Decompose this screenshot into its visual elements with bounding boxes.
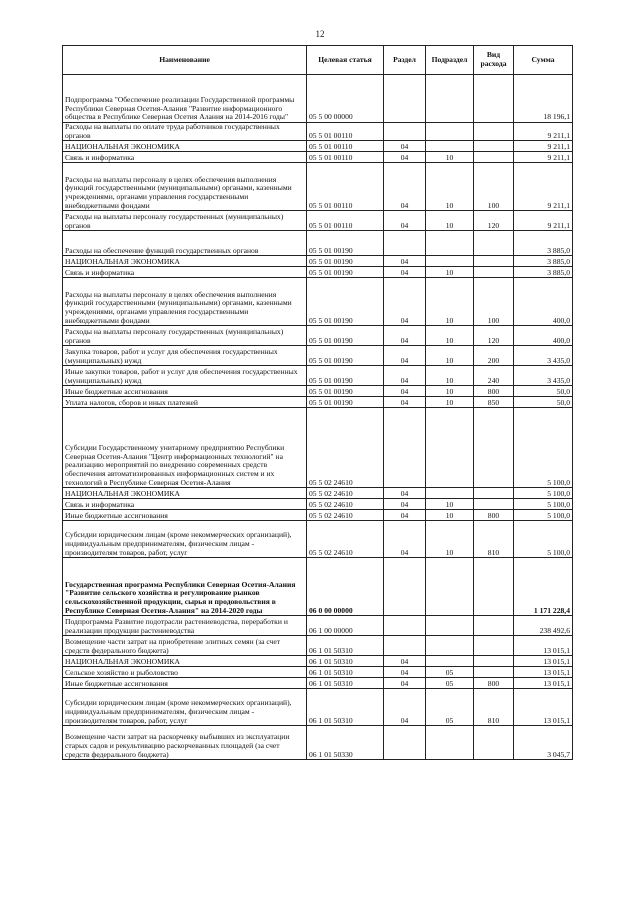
budget-table: [62, 45, 573, 760]
row-code: 06 1 01 50330: [307, 726, 384, 760]
row-sum: 3 885,0: [514, 256, 573, 267]
row-code: 05 5 01 00110: [307, 211, 384, 231]
row-sum: 18 196,1: [514, 75, 573, 123]
row-name: НАЦИОНАЛЬНАЯ ЭКОНОМИКА: [63, 488, 307, 499]
row-vid: [474, 636, 514, 656]
row-name: Иные закупки товаров, работ и услуг для обеспечения государственных (муниципальных) нужд: [63, 366, 307, 386]
row-sum: 5 100,0: [514, 510, 573, 521]
row-sum: 9 211,1: [514, 123, 573, 141]
table-row: [63, 152, 573, 163]
row-code: 05 5 01 00190: [307, 278, 384, 326]
row-podrazdel: [426, 408, 474, 488]
row-vid: [474, 141, 514, 152]
row-sum: 13 015,1: [514, 678, 573, 689]
row-code: 05 5 01 00190: [307, 231, 384, 256]
row-vid: 850: [474, 397, 514, 408]
row-razdel: 04: [384, 278, 426, 326]
row-sum: 13 015,1: [514, 667, 573, 678]
row-razdel: 04: [384, 499, 426, 510]
row-razdel: [384, 726, 426, 760]
row-podrazdel: [426, 656, 474, 667]
row-podrazdel: 05: [426, 678, 474, 689]
table-body: [63, 75, 573, 760]
row-name: Расходы на выплаты по оплате труда работников государственных органов: [63, 123, 307, 141]
row-vid: [474, 667, 514, 678]
table-row: [63, 689, 573, 726]
row-name: Сельское хозяйство и рыболовство: [63, 667, 307, 678]
row-name: Возмещение части затрат на раскорчевку выбывших из эксплуатации старых садов и рекультивацию раскорчеванных площадей (за счет средств федерального бюджета): [63, 726, 307, 760]
table-row: [63, 163, 573, 211]
row-razdel: 04: [384, 267, 426, 278]
row-name: НАЦИОНАЛЬНАЯ ЭКОНОМИКА: [63, 256, 307, 267]
table-row: [63, 141, 573, 152]
row-code: 05 5 01 00110: [307, 163, 384, 211]
row-sum: 50,0: [514, 386, 573, 397]
table-row: [63, 386, 573, 397]
table-row: [63, 616, 573, 636]
row-code: 05 5 01 00190: [307, 397, 384, 408]
row-razdel: 04: [384, 521, 426, 558]
row-podrazdel: 10: [426, 163, 474, 211]
row-vid: [474, 408, 514, 488]
table-row: [63, 75, 573, 123]
row-vid: [474, 123, 514, 141]
table-row: [63, 397, 573, 408]
row-code: 06 1 00 00000: [307, 616, 384, 636]
row-razdel: 04: [384, 256, 426, 267]
row-sum: 3 045,7: [514, 726, 573, 760]
row-podrazdel: 10: [426, 211, 474, 231]
table-row: [63, 678, 573, 689]
table-row: [63, 256, 573, 267]
row-vid: [474, 267, 514, 278]
row-code: 05 5 01 00190: [307, 366, 384, 386]
row-name: Подпрограмма "Обеспечение реализации Государственной программы Республики Северная Осетия-Алания "Развитие информационного общества в Республике Северная Осетия Алания на 2014-2016 годы": [63, 75, 307, 123]
row-razdel: 04: [384, 152, 426, 163]
row-sum: 1 171 228,4: [514, 558, 573, 616]
row-name: Расходы на выплаты персоналу государственных (муниципальных) органов: [63, 211, 307, 231]
row-razdel: [384, 75, 426, 123]
row-razdel: [384, 123, 426, 141]
page-number: 12: [315, 29, 325, 39]
row-name: Субсидии юридическим лицам (кроме некоммерческих организаций), индивидуальным предпринимателям, физическим лицам - производителям товаров, работ, услуг: [63, 521, 307, 558]
row-razdel: 04: [384, 211, 426, 231]
row-name: Закупка товаров, работ и услуг для обеспечения государственных (муниципальных) нужд: [63, 346, 307, 366]
row-razdel: 04: [384, 326, 426, 346]
row-sum: 3 435,0: [514, 366, 573, 386]
row-code: 05 5 01 00190: [307, 326, 384, 346]
row-vid: 200: [474, 346, 514, 366]
row-name: НАЦИОНАЛЬНАЯ ЭКОНОМИКА: [63, 656, 307, 667]
row-sum: 3 435,0: [514, 346, 573, 366]
row-name: Иные бюджетные ассигнования: [63, 510, 307, 521]
row-vid: [474, 256, 514, 267]
row-podrazdel: [426, 123, 474, 141]
row-vid: [474, 558, 514, 616]
row-razdel: 04: [384, 510, 426, 521]
row-vid: 810: [474, 521, 514, 558]
table-row: [63, 408, 573, 488]
row-razdel: [384, 231, 426, 256]
row-name: Субсидии юридическим лицам (кроме некоммерческих организаций), индивидуальным предпринимателям, физическим лицам - производителям товаров, работ, услуг: [63, 689, 307, 726]
row-vid: 810: [474, 689, 514, 726]
table-row: [63, 267, 573, 278]
table-row: [63, 558, 573, 616]
row-podrazdel: [426, 636, 474, 656]
table-row: [63, 278, 573, 326]
table-row: [63, 326, 573, 346]
row-vid: 100: [474, 278, 514, 326]
row-code: 06 1 01 50310: [307, 636, 384, 656]
table-row: [63, 510, 573, 521]
row-code: 05 5 02 24610: [307, 408, 384, 488]
row-vid: 240: [474, 366, 514, 386]
row-razdel: 04: [384, 667, 426, 678]
row-podrazdel: 10: [426, 346, 474, 366]
row-code: 05 5 02 24610: [307, 488, 384, 499]
row-podrazdel: 10: [426, 152, 474, 163]
table-row: [63, 346, 573, 366]
row-sum: 3 885,0: [514, 267, 573, 278]
row-razdel: 04: [384, 488, 426, 499]
row-sum: 5 100,0: [514, 521, 573, 558]
row-razdel: 04: [384, 386, 426, 397]
row-podrazdel: 10: [426, 521, 474, 558]
row-podrazdel: 05: [426, 689, 474, 726]
row-podrazdel: [426, 75, 474, 123]
row-name: Субсидии Государственному унитарному предприятию Республики Северная Осетия-Алания "Центр информационных технологий" на реализацию мероприятий по внедрению современных средств обеспечения автоматизированных информационных систем и их технологий в Республике Северная Осетия-Алания: [63, 408, 307, 488]
row-code: 05 5 01 00110: [307, 152, 384, 163]
table-row: [63, 521, 573, 558]
row-podrazdel: [426, 726, 474, 760]
table-row: [63, 726, 573, 760]
row-razdel: [384, 558, 426, 616]
header-podrazdel: Подраздел: [426, 46, 474, 75]
row-sum: 3 885,0: [514, 231, 573, 256]
header-sum: Сумма: [514, 46, 573, 75]
row-vid: [474, 616, 514, 636]
row-sum: 13 015,1: [514, 656, 573, 667]
row-vid: 100: [474, 163, 514, 211]
row-razdel: 04: [384, 656, 426, 667]
row-podrazdel: 10: [426, 397, 474, 408]
row-name: Связь и информатика: [63, 499, 307, 510]
row-vid: 120: [474, 326, 514, 346]
row-vid: [474, 75, 514, 123]
row-razdel: 04: [384, 366, 426, 386]
table-row: [63, 488, 573, 499]
row-razdel: 04: [384, 397, 426, 408]
row-podrazdel: [426, 616, 474, 636]
row-sum: 5 100,0: [514, 408, 573, 488]
row-podrazdel: [426, 141, 474, 152]
row-code: 05 5 00 00000: [307, 75, 384, 123]
row-name: НАЦИОНАЛЬНАЯ ЭКОНОМИКА: [63, 141, 307, 152]
row-razdel: 04: [384, 163, 426, 211]
row-vid: 800: [474, 386, 514, 397]
row-code: 06 1 01 50310: [307, 689, 384, 726]
header-razdel: Раздел: [384, 46, 426, 75]
row-podrazdel: 10: [426, 386, 474, 397]
row-sum: 9 211,1: [514, 152, 573, 163]
row-razdel: 04: [384, 141, 426, 152]
row-code: 05 5 01 00190: [307, 346, 384, 366]
row-code: 06 1 01 50310: [307, 667, 384, 678]
header-name: Наименование: [63, 46, 307, 75]
row-code: 05 5 02 24610: [307, 521, 384, 558]
row-podrazdel: 10: [426, 267, 474, 278]
row-podrazdel: [426, 558, 474, 616]
table-row: [63, 636, 573, 656]
row-razdel: [384, 616, 426, 636]
row-sum: 5 100,0: [514, 499, 573, 510]
row-podrazdel: 10: [426, 326, 474, 346]
header-vid: Вид расхода: [474, 46, 514, 75]
row-vid: 800: [474, 510, 514, 521]
row-vid: [474, 488, 514, 499]
row-podrazdel: 10: [426, 510, 474, 521]
row-sum: 5 100,0: [514, 488, 573, 499]
table-row: [63, 499, 573, 510]
row-podrazdel: 10: [426, 499, 474, 510]
row-name: Расходы на обеспечение функций государственных органов: [63, 231, 307, 256]
row-podrazdel: [426, 256, 474, 267]
row-podrazdel: 05: [426, 667, 474, 678]
table-row: [63, 656, 573, 667]
row-code: 06 1 01 50310: [307, 656, 384, 667]
row-vid: [474, 231, 514, 256]
row-sum: 238 492,6: [514, 616, 573, 636]
row-sum: 400,0: [514, 326, 573, 346]
row-name: Связь и информатика: [63, 152, 307, 163]
row-name: Государственная программа Республики Северная Осетия-Алания "Развитие сельского хозяйства и регулирование рынков сельскохозяйственной продукции, сырья и продовольствия в Республике Северная Осетия-Алания" на 2014-2020 годы: [63, 558, 307, 616]
table-row: [63, 123, 573, 141]
table-row: [63, 667, 573, 678]
row-code: 05 5 01 00190: [307, 386, 384, 397]
row-sum: 13 015,1: [514, 689, 573, 726]
row-name: Расходы на выплаты персоналу в целях обеспечения выполнения функций государственными (муниципальными) органами, казенными учреждениями, органами управления государственными внебюджетными фондами: [63, 278, 307, 326]
row-podrazdel: [426, 231, 474, 256]
row-vid: [474, 726, 514, 760]
row-vid: [474, 499, 514, 510]
row-sum: 9 211,1: [514, 211, 573, 231]
row-razdel: [384, 636, 426, 656]
row-podrazdel: 10: [426, 278, 474, 326]
row-code: 05 5 01 00190: [307, 267, 384, 278]
header-code: Целевая статья: [307, 46, 384, 75]
row-vid: [474, 656, 514, 667]
row-sum: 9 211,1: [514, 163, 573, 211]
row-sum: 9 211,1: [514, 141, 573, 152]
row-name: Иные бюджетные ассигнования: [63, 678, 307, 689]
row-sum: 13 015,1: [514, 636, 573, 656]
row-razdel: 04: [384, 678, 426, 689]
table-row: [63, 231, 573, 256]
row-name: Расходы на выплаты персоналу в целях обеспечения выполнения функций государственными (муниципальными) органами, казенными учреждениями, органами управления государственными внебюджетными фондами: [63, 163, 307, 211]
table-row: [63, 366, 573, 386]
table-header-row: [63, 46, 573, 75]
row-razdel: 04: [384, 346, 426, 366]
row-name: Иные бюджетные ассигнования: [63, 386, 307, 397]
row-vid: [474, 152, 514, 163]
row-podrazdel: 10: [426, 366, 474, 386]
row-podrazdel: [426, 488, 474, 499]
row-razdel: [384, 408, 426, 488]
row-name: Уплата налогов, сборов и иных платежей: [63, 397, 307, 408]
row-name: Связь и информатика: [63, 267, 307, 278]
row-code: 05 5 02 24610: [307, 499, 384, 510]
row-vid: 800: [474, 678, 514, 689]
row-code: 06 0 00 00000: [307, 558, 384, 616]
row-code: 05 5 01 00190: [307, 256, 384, 267]
row-code: 05 5 02 24610: [307, 510, 384, 521]
row-code: 06 1 01 50310: [307, 678, 384, 689]
table-row: [63, 211, 573, 231]
row-code: 05 5 01 00110: [307, 123, 384, 141]
row-sum: 400,0: [514, 278, 573, 326]
row-vid: 120: [474, 211, 514, 231]
row-name: Подпрограмма Развитие подотрасли растениеводства, переработки и реализации продукции растениеводства: [63, 616, 307, 636]
row-sum: 50,0: [514, 397, 573, 408]
row-name: Расходы на выплаты персоналу государственных (муниципальных) органов: [63, 326, 307, 346]
row-name: Возмещение части затрат на приобретение элитных семян (за счет средств федерального бюджета): [63, 636, 307, 656]
row-razdel: 04: [384, 689, 426, 726]
row-code: 05 5 01 00110: [307, 141, 384, 152]
